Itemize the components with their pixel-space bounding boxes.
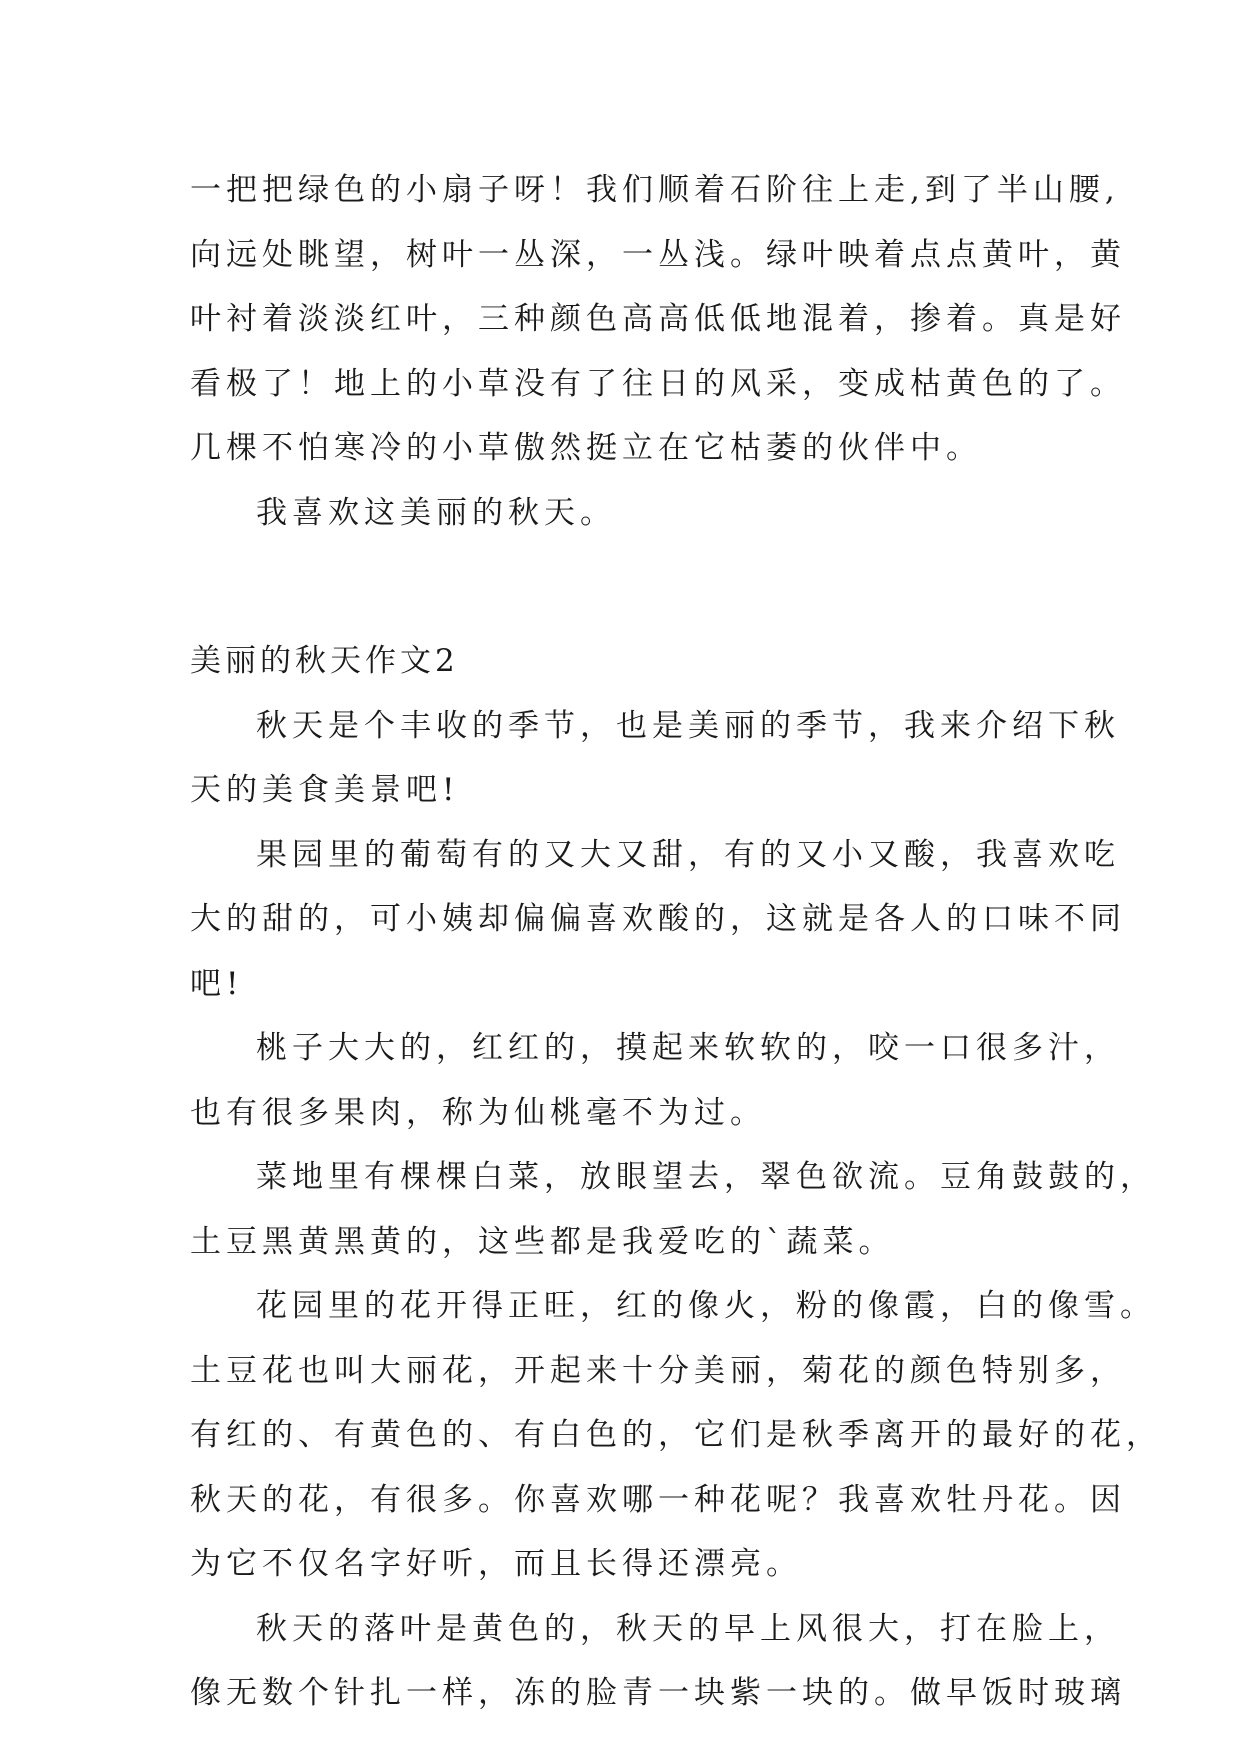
text-line: 像无数个针扎一样，冻的脸青一块紫一块的。做早饭时玻璃: [190, 1675, 1126, 1711]
text-line: 吧!: [190, 965, 244, 1002]
text-line: 有红的、有黄色的、有白色的，它们是秋季离开的最好的花，: [190, 1417, 1162, 1453]
text-line: 土豆黑黄黑黄的，这些都是我爱吃的`蔬菜。: [190, 1223, 895, 1260]
text-line: 秋天的落叶是黄色的，秋天的早上风很大，打在脸上，: [256, 1610, 1120, 1647]
text-line: 果园里的葡萄有的又大又甜，有的又小又酸，我喜欢吃: [256, 836, 1120, 873]
essay-title: 美丽的秋天作文2: [190, 643, 459, 679]
text-line: 看极了！地上的小草没有了往日的风采，变成枯黄色的了。: [190, 365, 1126, 402]
text-line: 秋天是个丰收的季节，也是美丽的季节，我来介绍下秋: [256, 707, 1120, 744]
text-line: 一把把绿色的小扇子呀！我们顺着石阶往上走,到了半山腰,: [190, 172, 1120, 208]
text-line: 菜地里有棵棵白菜，放眼望去，翠色欲流。豆角鼓鼓的，: [256, 1159, 1156, 1195]
text-line: 向远处眺望，树叶一丛深，一丛浅。绿叶映着点点黄叶，黄: [190, 236, 1126, 273]
text-line: 为它不仅名字好听，而且长得还漂亮。: [190, 1546, 802, 1582]
text-line: 桃子大大的，红红的，摸起来软软的，咬一口很多汁，: [256, 1030, 1120, 1066]
text-line: 花园里的花开得正旺，红的像火，粉的像霞，白的像雪。: [256, 1288, 1156, 1324]
document-page: [190, 158, 1162, 1726]
text-line: 几棵不怕寒冷的小草傲然挺立在它枯萎的伙伴中。: [190, 430, 982, 466]
essay1-continuation: [190, 158, 1126, 545]
text-line: 土豆花也叫大丽花，开起来十分美丽，菊花的颜色特别多，: [190, 1352, 1126, 1389]
essay2: [190, 629, 1162, 1726]
text-line: 大的甜的，可小姨却偏偏喜欢酸的，这就是各人的口味不同: [190, 901, 1126, 937]
text-line: 秋天的花，有很多。你喜欢哪一种花呢？我喜欢牡丹花。因: [190, 1481, 1126, 1518]
text-line: 叶衬着淡淡红叶，三种颜色高高低低地混着，掺着。真是好: [190, 301, 1126, 337]
text-line: 我喜欢这美丽的秋天。: [256, 494, 616, 531]
text-line: 天的美食美景吧!: [190, 772, 460, 808]
section-gap: [190, 545, 1090, 629]
text-line: 也有很多果肉，称为仙桃毫不为过。: [190, 1094, 766, 1131]
